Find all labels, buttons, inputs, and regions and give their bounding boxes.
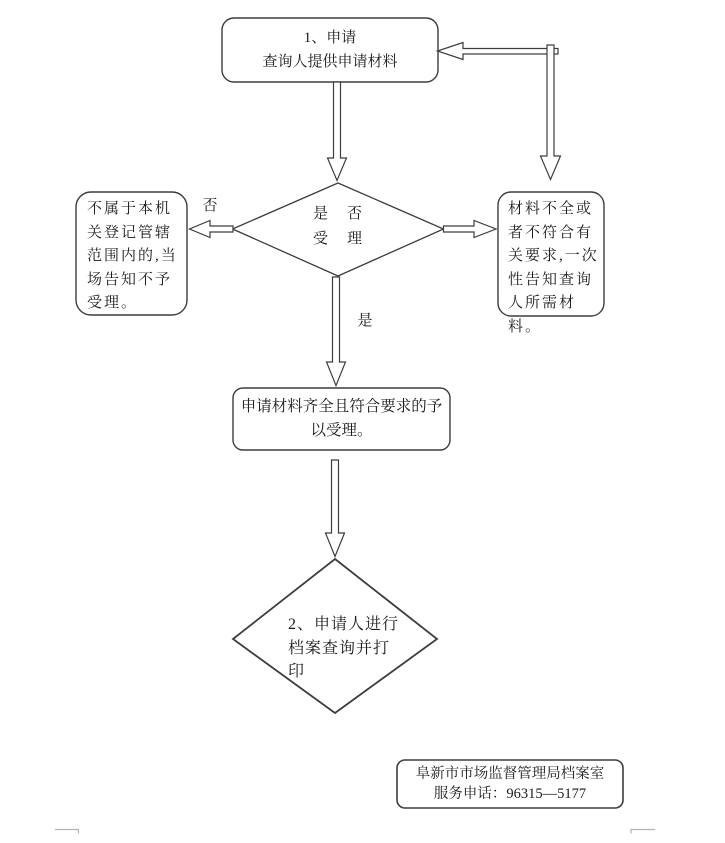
- margin-corner-mark-right: [631, 830, 655, 834]
- arrow-start-to-decision: [328, 82, 347, 181]
- branch-label-no: 否: [202, 198, 218, 214]
- arrow-loop-to-incomplete: [541, 45, 561, 180]
- start-box-line: 1、申请: [303, 30, 357, 46]
- decision-diamond: [233, 202, 444, 252]
- contact-box: [397, 760, 623, 808]
- contact-box-line: 阜新市市场监督管理局档案室: [415, 766, 605, 782]
- incomplete-box-line: 者不符合有: [508, 224, 594, 241]
- arrow-decision-to-incomplete: [444, 221, 497, 238]
- accept-box-line: 以受理。: [310, 422, 373, 439]
- accept-box-line: 申请材料齐全且符合要求的予: [240, 398, 443, 415]
- arrow-accept-to-query: [326, 460, 345, 557]
- incomplete-box-line: 材料不全或: [508, 201, 594, 217]
- reject-box-line: 受理。: [87, 295, 139, 312]
- contact-box-line: 服务申话：96315—5177: [433, 786, 587, 802]
- decision-line: 是 否: [312, 206, 364, 222]
- branch-label-yes: 是: [357, 313, 373, 329]
- query-diamond-line: 印: [288, 663, 306, 680]
- query-diamond: [288, 613, 408, 684]
- reject-box-line: 场告知不予: [87, 271, 173, 288]
- arrow-decision-to-accept: [327, 277, 346, 386]
- accept-box: [233, 388, 450, 450]
- incomplete-box-line: 人所需材料。: [508, 295, 577, 335]
- incomplete-box: [508, 198, 602, 340]
- arrow-decision-to-reject: [190, 221, 234, 238]
- margin-corner-mark-left: [55, 830, 79, 834]
- query-diamond-line: 档案查询并打: [288, 639, 391, 657]
- start-box: [222, 18, 438, 82]
- incomplete-box-line: 性告知查询: [508, 271, 594, 288]
- reject-box-line: 不属于本机: [87, 201, 173, 217]
- reject-box: [87, 198, 183, 316]
- query-diamond-line: 2、申请人进行: [288, 616, 400, 633]
- reject-box-line: 范围内的,当: [87, 248, 178, 265]
- decision-line: 受 理: [312, 231, 364, 247]
- reject-box-line: 关登记管辖: [87, 224, 173, 241]
- incomplete-box-line: 关要求,一次: [508, 248, 599, 265]
- arrow-loop-to-start: [438, 43, 559, 60]
- start-box-line: 查询人提供申请材料: [262, 54, 398, 70]
